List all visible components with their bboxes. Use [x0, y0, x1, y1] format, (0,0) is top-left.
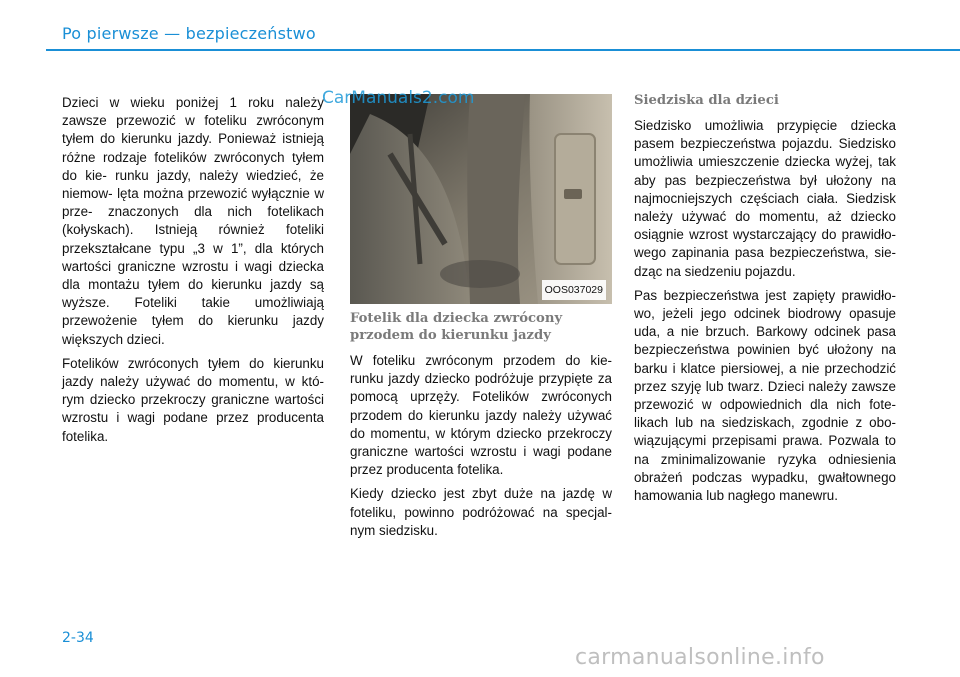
page-number: 2-34	[62, 630, 94, 646]
header-rule	[46, 49, 960, 51]
paragraph: Pas bezpieczeństwa jest zapięty prawidło- wo, jeżeli jego odcinek biodrowy opasuje uda, a nie brzuch. Barkowy odcinek pasa bezpieczeństwa powinien być ułożony na barku i klatce piersiowej, a nie przechodzić przez szyję lub twarz. Dzieci należy zawsze przewozić w odpowiednich dla nich fote- likach lub na siedziskach, zgodnie z obo- wiązującymi przepisami prawa. Pozwala to na zminimalizowanie ryzyka odniesienia obrażeń podczas wypadku, gwałtownego hamowania lub nagłego manewru.	[634, 287, 896, 504]
watermark-bottom[interactable]: carmanualsonline.info	[575, 645, 825, 670]
left-column	[62, 94, 324, 452]
child-seat-photo	[350, 94, 612, 304]
section-title-forward-facing: Fotelik dla dziecka zwrócony przodem do kierunku jazdy	[350, 311, 563, 343]
paragraph: Siedzisko umożliwia przypięcie dziecka pasem bezpieczeństwa pojazdu. Siedzisko umożliwia umieszczenie dziecka wyżej, tak aby pas bezpieczeństwa był ułożony na najmocniejszych częściach ciała. Siedzisk należy używać do momentu, aż dziecko osiągnie wzrost wystarczający do prawidło- wego zapinania pasa bezpieczeństwa, sie- dząc na siedzeniu pojazdu.	[634, 118, 896, 279]
paragraph: W foteliku zwróconym przodem do kie- runku jazdy dziecko podróżuje przypięte za pomocą uprzęży. Fotelików zwróconych przodem do kierunku jazdy należy używać do momentu, w którym dziecko przekroczy graniczne wartości wzrostu i wagi podane przez producenta fotelika.	[350, 353, 612, 478]
header-title: Po pierwsze — bezpieczeństwo	[62, 24, 316, 43]
watermark-top[interactable]: CarManuals2.com	[322, 88, 475, 108]
paragraph: Fotelików zwróconych tyłem do kierunku jazdy należy używać do momentu, w któ- rym dziecko przekroczy graniczne wartości wzrostu i wagi podane przez producenta fotelika.	[62, 355, 324, 444]
paragraph: Kiedy dziecko jest zbyt duże na jazdę w foteliku, powinno podróżować na specjal- nym siedzisku.	[350, 486, 612, 538]
middle-column	[350, 94, 612, 546]
section-title-booster-seats: Siedziska dla dzieci	[634, 93, 779, 108]
car-interior-illustration	[350, 94, 612, 304]
paragraph: Dzieci w wieku poniżej 1 roku należy zawsze przewozić w foteliku zwróconym tyłem do kierunku jazdy. Ponieważ istnieją różne rodzaje fotelików zwróconych tyłem do kie- runku jazdy, należy wiedzieć, że niemow- lęta można przewozić wyłącznie w prze- znaczonych dla nich fotelikach (kołyskach). Istnieją również foteliki przekształcane typu „3 w 1”, dla których wartości graniczne wzrostu i wagi dziecka dla montażu tyłem do kierunku jazdy są wyższe. Foteliki takie umożliwiają przewożenie tyłem do kierunku jazdy większych dzieci.	[62, 95, 324, 347]
image-code-label: OOS037029	[542, 280, 606, 300]
right-column	[634, 92, 896, 511]
